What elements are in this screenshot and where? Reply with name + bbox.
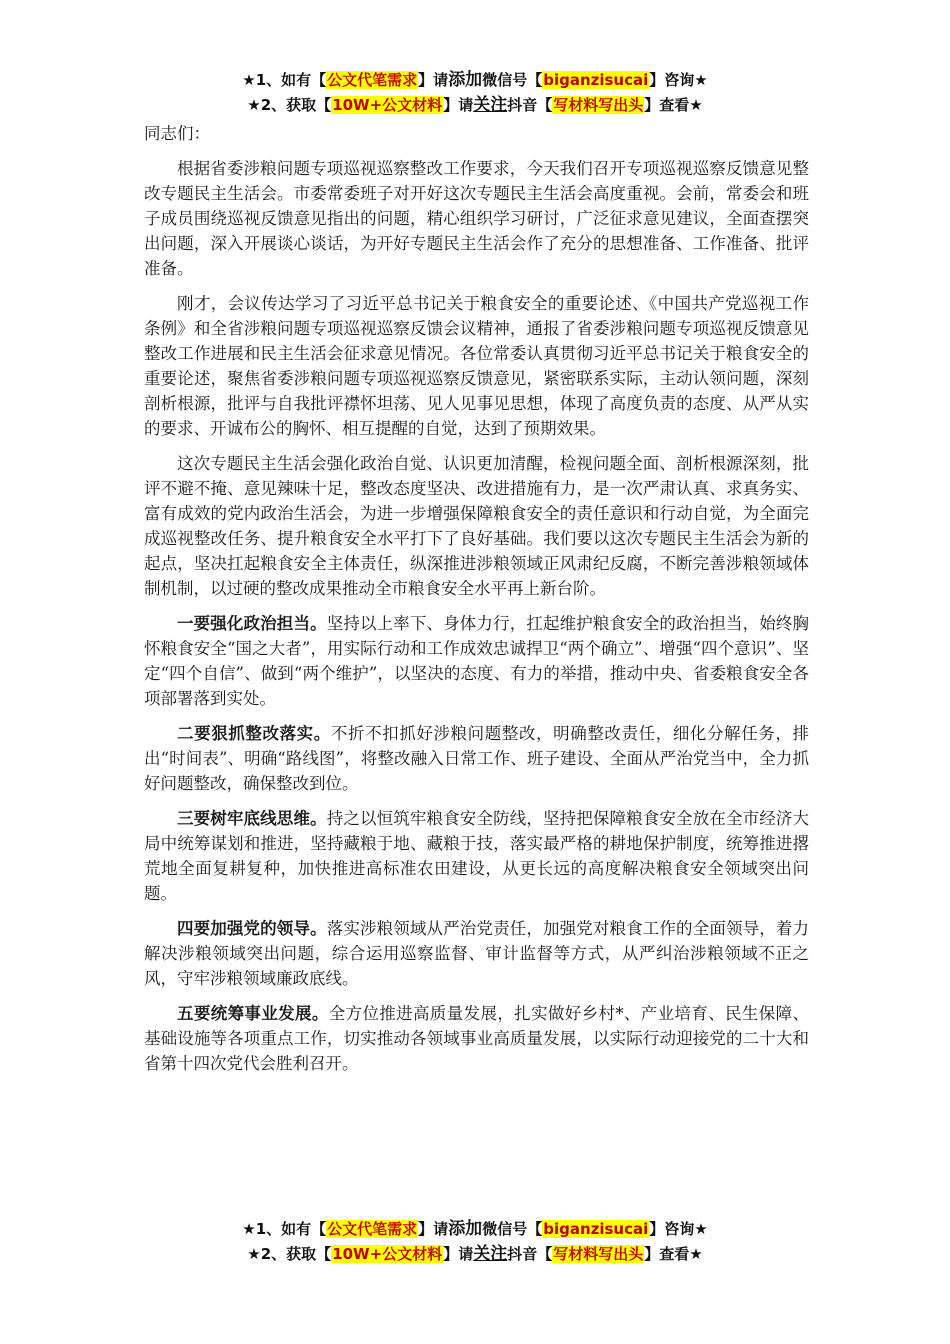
banner-text: 】请 <box>443 96 474 114</box>
paragraph-text: 全方位推进高质量发展，扎实做好乡村*、产业培育、民生保障、基础设施等各项重点工作，切实推动各领域事业高质量发展，以实际行动迎接党的二十大和省第十四次党代会胜利召开。 <box>144 1004 810 1073</box>
paragraph <box>144 1001 809 1076</box>
banner-text: 】咨询★ <box>649 71 708 89</box>
banner-emphasis: 关注 <box>473 95 508 115</box>
banner-highlight: biganzisucai <box>543 71 649 89</box>
banner-text: 抖音【 <box>507 96 553 114</box>
paragraph-lead: 五要统筹事业发展。 <box>177 1004 329 1023</box>
banner-highlight: 10W+公文材料 <box>332 1245 443 1263</box>
footer-banner <box>0 1217 950 1267</box>
banner-text: 】查看★ <box>644 1245 703 1263</box>
paragraph-lead: 一要强化政治担当。 <box>177 614 327 633</box>
banner-highlight: 公文代笔需求 <box>327 1220 418 1238</box>
paragraph-text: 根据省委涉粮问题专项巡视巡察整改工作要求，今天我们召开专项巡视巡察反馈意见整改专题民主生活会。市委常委班子对开好这次专题民主生活会高度重视。会前，常委会和班子成员围绕巡视反馈意见指出的问题，精心组织学习研讨，广泛征求意见建议，全面查摆突出问题，深入开展谈心谈话，为开好专题民主生活会作了充分的思想准备、工作准备、批评准备。 <box>144 159 809 278</box>
header-banner <box>0 68 950 118</box>
banner-text: 微信号【 <box>482 1220 543 1238</box>
banner-emphasis: 关注 <box>473 1244 508 1264</box>
banner-highlight: 公文代笔需求 <box>327 71 418 89</box>
banner-line-1 <box>0 1217 950 1242</box>
banner-highlight: 写材料写出头 <box>553 96 644 114</box>
banner-text: 】请 <box>418 1220 449 1238</box>
banner-line-1 <box>0 68 950 93</box>
paragraph-text: 不折不扣抓好涉粮问题整改，明确整改责任，细化分解任务，排出“时间表”、明确“路线图”，将整改融入日常工作、班子建设、全面从严治党当中，全力抓好问题整改，确保整改到位。 <box>144 724 810 793</box>
banner-text: 微信号【 <box>482 71 543 89</box>
paragraph-lead: 二要狠抓整改落实。 <box>177 724 331 743</box>
paragraph-text: 坚持以上率下、身体力行，扛起维护粮食安全的政治担当，始终胸怀粮食安全“国之大者”，用实际行动和工作成效忠诚捍卫“两个确立”、增强“四个意识”、坚定“四个自信”、做到“两个维护”，以坚决的态度、有力的举措，推动中央、省委粮食安全各项部署落到实处。 <box>144 614 810 708</box>
banner-text: ★2、获取【 <box>247 96 332 114</box>
paragraph-text: 持之以恒筑牢粮食安全防线，坚持把保障粮食安全放在全市经济大局中统筹谋划和推进，坚持藏粮于地、藏粮于技，落实最严格的耕地保护制度，统筹推进撂荒地全面复耕复种，加快推进高标准农田建设，从更长远的高度解决粮食安全领域突出问题。 <box>144 809 810 903</box>
banner-text: 】查看★ <box>644 96 703 114</box>
banner-text: 抖音【 <box>507 1245 553 1263</box>
banner-text: 】请 <box>443 1245 474 1263</box>
banner-highlight: 10W+公文材料 <box>332 96 443 114</box>
banner-text: ★1、如有【 <box>242 71 327 89</box>
banner-line-2 <box>0 1242 950 1267</box>
banner-text: ★1、如有【 <box>242 1220 327 1238</box>
paragraph-text: 刚才，会议传达学习了习近平总书记关于粮食安全的重要论述、《中国共产党巡视工作条例》和全省涉粮问题专项巡视巡察反馈会议精神，通报了省委涉粮问题专项巡视反馈意见整改工作进展和民主生活会征求意见情况。各位常委认真贯彻习近平总书记关于粮食安全的重要论述，聚焦省委涉粮问题专项巡视巡察反馈意见，紧密联系实际，主动认领问题，深刻剖析根源，批评与自我批评襟怀坦荡、见人见事见思想，体现了高度负责的态度、从严从实的要求、开诚布公的胸怀、相互提醒的自觉，达到了预期效果。 <box>144 294 809 438</box>
banner-line-2 <box>0 93 950 118</box>
paragraph-text: 这次专题民主生活会强化政治自觉、认识更加清醒，检视问题全面、剖析根源深刻，批评不避不掩、意见辣味十足，整改态度坚决、改进措施有力，是一次严肃认真、求真务实、富有成效的党内政治生活会，为进一步增强保障粮食安全的责任意识和行动自觉，为全面完成巡视整改任务、提升粮食安全水平打下了良好基础。我们要以这次专题民主生活会为新的起点，坚决扛起粮食安全主体责任，纵深推进涉粮领域正风肃纪反腐，不断完善涉粮领域体制机制，以过硬的整改成果推动全市粮食安全水平再上新台阶。 <box>144 454 809 598</box>
paragraph <box>144 916 809 991</box>
paragraph <box>144 721 809 796</box>
banner-emphasis: 添加 <box>448 70 483 90</box>
paragraph <box>144 451 809 601</box>
salutation: 同志们： <box>144 124 210 143</box>
banner-text: 】咨询★ <box>649 1220 708 1238</box>
paragraph <box>144 156 809 281</box>
banner-highlight: 写材料写出头 <box>553 1245 644 1263</box>
banner-text: ★2、获取【 <box>247 1245 332 1263</box>
paragraph <box>144 611 809 711</box>
paragraph <box>144 291 809 441</box>
paragraph-text: 落实涉粮领域从严治党责任，加强党对粮食工作的全面领导，着力解决涉粮领域突出问题，综合运用巡察监督、审计监督等方式，从严纠治涉粮领域不正之风，守牢涉粮领域廉政底线。 <box>144 919 810 988</box>
paragraph <box>144 806 809 906</box>
banner-text: 】请 <box>418 71 449 89</box>
document-body <box>144 121 809 1086</box>
banner-emphasis: 添加 <box>448 1219 483 1239</box>
paragraph-lead: 三要树牢底线思维。 <box>177 809 327 828</box>
paragraph-lead: 四要加强党的领导。 <box>177 919 327 938</box>
banner-highlight: biganzisucai <box>543 1220 649 1238</box>
